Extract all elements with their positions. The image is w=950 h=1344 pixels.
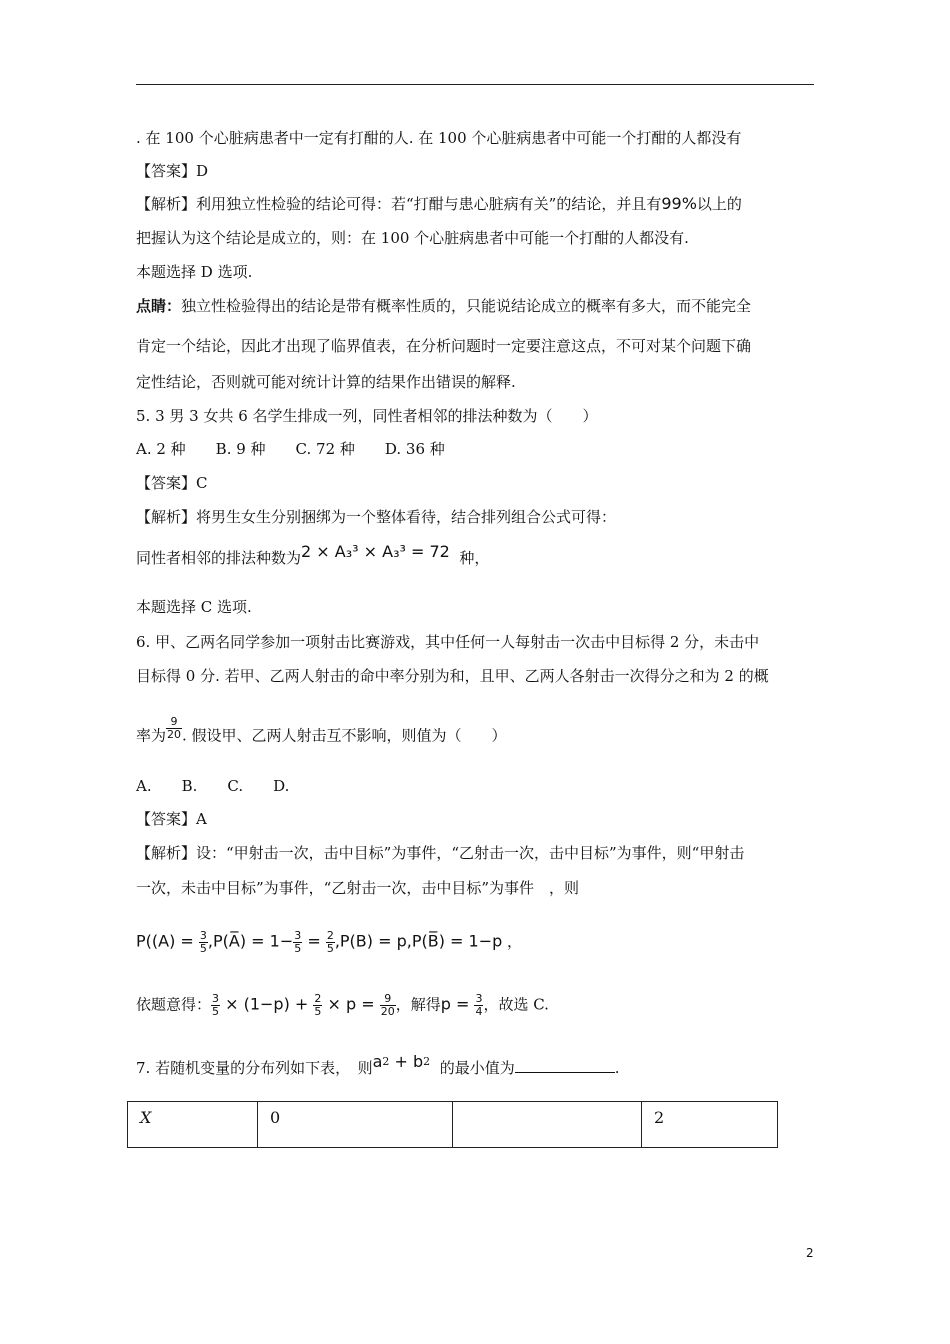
answer-label: 【答案】C — [136, 474, 208, 492]
text-line: . 在 100 个心脏病患者中一定有打酣的人. 在 100 个心脏病患者中可能一个打酣的人都没有 — [136, 129, 742, 147]
formula-line: 同性者相邻的排法种数为2 × A₃³ × A₃³ = 72 种， — [136, 542, 490, 567]
probability-formula: P((A) = $\frac{3}{5}$ ,P(A̅) = 1− $\frac{3}{5}$ = $\frac{2}{5}$ ,P(B) = p,P(B̅) = 1−p ， — [136, 929, 523, 955]
text-line: 本题选择 D 选项. — [136, 263, 253, 281]
solution-formula: 依题意得： $\frac{3}{5}$ × (1−p) + $\frac{2}{5}$ × p = $\frac{9}{20}$ ，解得p = $\frac{3}{4}$ ，故选 C. — [136, 992, 549, 1018]
remark-line: 点睛：独立性检验得出的结论是带有概率性质的，只能说结论成立的概率有多大，而不能完全 — [136, 297, 752, 315]
question-5-options: A. 2 种 B. 9 种 C. 72 种 D. 36 种 — [136, 440, 445, 458]
answer-blank — [515, 1058, 615, 1073]
text-line: 把握认为这个结论是成立的，则：在 100 个心脏病患者中可能一个打酣的人都没有. — [136, 229, 689, 247]
table-cell: X — [128, 1102, 258, 1148]
question-6: 6. 甲、乙两名同学参加一项射击比赛游戏，其中任何一人每射击一次击中目标得 2 分，未击中 — [136, 633, 760, 651]
explanation-line: 【解析】设：“甲射击一次，击中目标”为事件，“乙射击一次，击中目标”为事件，则“甲射击 — [136, 844, 745, 862]
page-number: 2 — [806, 1246, 814, 1260]
text-line: 肯定一个结论，因此才出现了临界值表，在分析问题时一定要注意这点，不可对某个问题下确 — [136, 337, 752, 355]
table-row — [128, 1102, 778, 1148]
table-cell — [453, 1102, 642, 1148]
question-7: 7. 若随机变量的分布列如下表， 则$a^2 + b^2$ 的最小值为 . — [136, 1052, 620, 1077]
table-cell: 2 — [642, 1102, 778, 1148]
distribution-table — [127, 1101, 778, 1148]
table-cell: 0 — [258, 1102, 453, 1148]
question-5: 5. 3 男 3 女共 6 名学生排成一列，同性者相邻的排法种数为（ ） — [136, 407, 598, 425]
header-rule — [136, 84, 814, 85]
question-6: 目标得 0 分. 若甲、乙两人射击的命中率分别为和，且甲、乙两人各射击一次得分之和为 2 的概 — [136, 667, 769, 685]
text-line: 定性结论，否则就可能对统计计算的结果作出错误的解释. — [136, 373, 516, 391]
answer-label: 【答案】A — [136, 810, 207, 828]
answer-label: 【答案】D — [136, 162, 209, 180]
question-6-options: A. B. C. D. — [136, 777, 290, 795]
question-6: 率为 $\frac{9}{20}$ . 假设甲、乙两人射击互不影响，则值为（ ） — [136, 715, 507, 745]
explanation-line: 【解析】将男生女生分别捆绑为一个整体看待，结合排列组合公式可得： — [136, 508, 617, 526]
explanation-line: 一次，未击中目标”为事件，“乙射击一次，击中目标”为事件 ，则 — [136, 879, 580, 897]
text-line: 本题选择 C 选项. — [136, 598, 252, 616]
explanation-line: 【解析】利用独立性检验的结论可得：若“打酣与患心脏病有关”的结论，并且有99%以上的 — [136, 194, 742, 213]
